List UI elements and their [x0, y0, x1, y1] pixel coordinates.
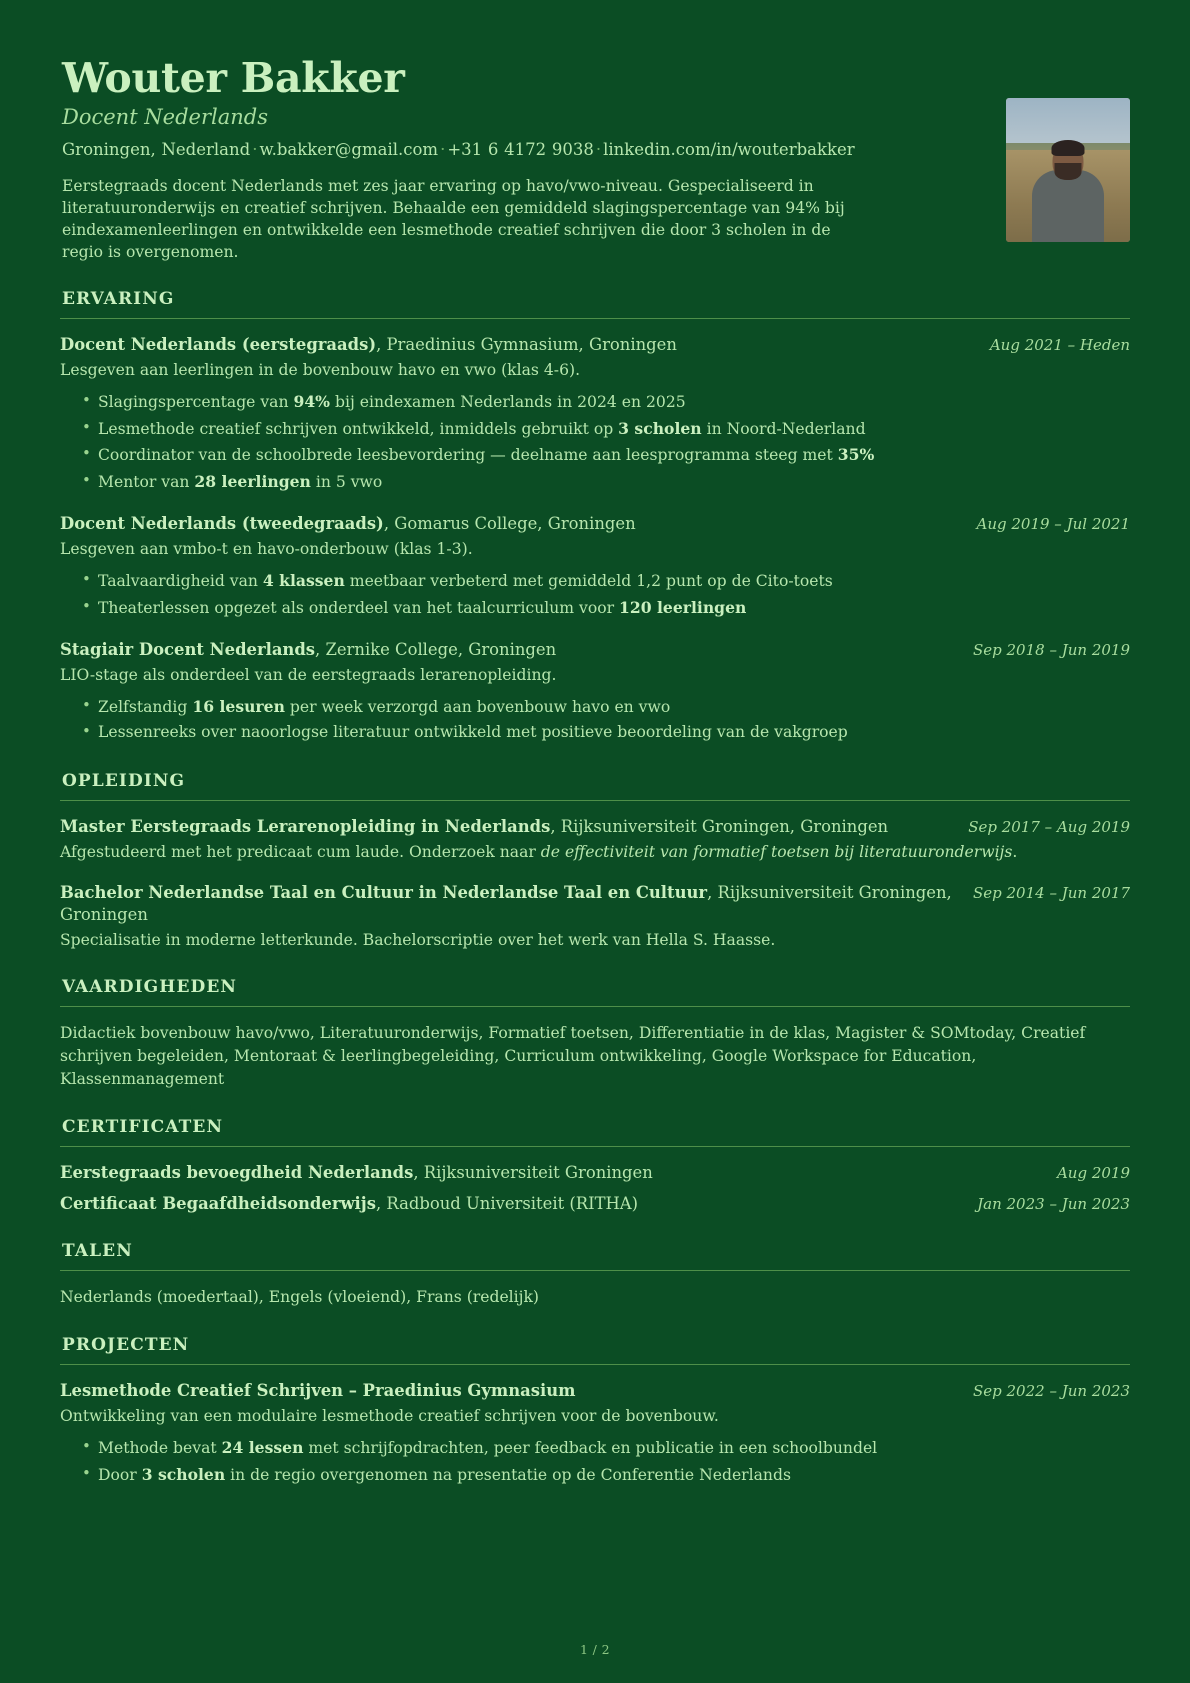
- experience-entry: [60, 513, 1130, 620]
- skills-text: Didactiek bovenbouw havo/vwo, Literatuuronderwijs, Formatief toetsen, Differentiatie in de klas, Magister & SOMtoday, Creatief schrijven begeleiden, Mentoraat & leerlingbegeleiding, Curriculum ontwikkeling, Google Workspace for Education, Klassenmanagement: [60, 1024, 1086, 1089]
- certificaten-list: [60, 1162, 1130, 1215]
- list-item: • Lessenreeks over naoorlogse literatuur ontwikkeld met positieve beoordeling van de vakgroep: [82, 721, 1130, 744]
- section-divider: [60, 1270, 1130, 1271]
- entry-description: LIO-stage als onderdeel van de eerstegraads lerarenopleiding.: [60, 665, 557, 684]
- entry-header: [60, 1380, 1130, 1402]
- highlight-value: 120 leerlingen: [619, 597, 747, 617]
- contact-linkedin[interactable]: linkedin.com/in/wouterbakker: [603, 139, 855, 159]
- experience-entry: [60, 334, 1130, 494]
- page-footer: 1 / 2: [579, 1642, 611, 1657]
- opleiding-entry-list: [60, 816, 1130, 951]
- ervaring-entry-list: [60, 334, 1130, 745]
- highlight-value: 28 leerlingen: [194, 471, 311, 491]
- entry-title: Docent Nederlands (eerstegraads), Praedinius Gymnasium, Groningen: [60, 335, 677, 355]
- entry-role: Lesmethode Creatief Schrijven – Praedinius Gymnasium: [60, 1381, 576, 1401]
- list-item: • Theaterlessen opgezet als onderdeel van het taalcurriculum voor 120 leerlingen: [82, 596, 1130, 620]
- entry-title: Master Eerstegraads Lerarenopleiding in Nederlands, Rijksuniversiteit Groningen, Groningen: [60, 816, 889, 836]
- page-title: Wouter Bakker: [62, 54, 405, 102]
- certificate-row: [60, 1193, 1130, 1215]
- list-item: • Slagingspercentage van 94% bij eindexamen Nederlands in 2024 en 2025: [82, 390, 1130, 414]
- section-title-certificaten: CERTIFICATEN: [62, 1117, 224, 1138]
- contact-location: Groningen, Nederland: [62, 139, 251, 159]
- section-opleiding: [60, 771, 1130, 951]
- section-title-opleiding: OPLEIDING: [62, 770, 186, 791]
- entry-title: Docent Nederlands (tweedegraads), Gomarus College, Groningen: [60, 514, 636, 534]
- entry-description: Afgestudeerd met het predicaat cum laude. Onderzoek naar de effectiviteit van formatief toetsen bij literatuuronderwijs.: [60, 842, 1018, 861]
- section-divider: [60, 1364, 1130, 1365]
- list-item: • Mentor van 28 leerlingen in 5 vwo: [82, 470, 1130, 494]
- list-item: • Taalvaardigheid van 4 klassen meetbaar verbeterd met gemiddeld 1,2 punt op de Cito-toets: [82, 569, 1130, 593]
- entry-header: [60, 882, 1130, 926]
- list-item: • Methode bevat 24 lessen met schrijfopdrachten, peer feedback en publicatie in een schoolbundel: [82, 1436, 1130, 1460]
- entry-role: Master Eerstegraads Lerarenopleiding in Nederlands: [60, 816, 551, 836]
- highlight-value: 35%: [837, 445, 875, 465]
- bullet-list: [60, 695, 1130, 745]
- bullet-list: [60, 569, 1130, 620]
- entry-description: Specialisatie in moderne letterkunde. Bachelorscriptie over het werk van Hella S. Haasse.: [60, 930, 776, 949]
- highlight-value: 3 scholen: [618, 418, 702, 438]
- entry-date: Sep 2022 – Jun 2023: [972, 1382, 1130, 1401]
- entry-description: Lesgeven aan leerlingen in de bovenbouw havo en vwo (klas 4-6).: [60, 361, 581, 380]
- project-entry: [60, 1380, 1130, 1487]
- section-title-ervaring: ERVARING: [62, 289, 175, 310]
- section-ervaring: [60, 289, 1130, 745]
- certificate-date: Jan 2023 – Jun 2023: [977, 1195, 1130, 1214]
- entry-header: [60, 639, 1130, 661]
- section-title-projecten: PROJECTEN: [62, 1335, 190, 1356]
- cv-header: [60, 56, 1130, 263]
- entry-role: Bachelor Nederlandse Taal en Cultuur in Nederlandse Taal en Cultuur: [60, 882, 708, 902]
- photo-person-body: [1032, 170, 1104, 242]
- profile-summary: Eerstegraads docent Nederlands met zes jaar ervaring op havo/vwo-niveau. Gespecialiseerd in literatuuronderwijs en creatief schrijven. Behaalde een gemiddeld slagingspercentage van 94% bij eindexamenleerlingen en ontwikkelde een lesmethode creatief schrijven die door 3 scholen in de regio is overgenomen.: [62, 176, 845, 262]
- section-projecten: [60, 1335, 1130, 1487]
- projecten-entry-list: [60, 1380, 1130, 1487]
- contact-separator-3: ·: [595, 139, 602, 159]
- section-title-vaardigheden: VAARDIGHEDEN: [62, 977, 238, 998]
- highlight-value: 3 scholen: [141, 1464, 226, 1484]
- entry-description: Ontwikkeling van een modulaire lesmethode creatief schrijven voor de bovenbouw.: [60, 1407, 719, 1426]
- certificate-title: Eerstegraads bevoegdheid Nederlands: [60, 1163, 414, 1183]
- job-headline: Docent Nederlands: [62, 105, 269, 130]
- thesis-title: de effectiviteit van formatief toetsen bij literatuuronderwijs: [540, 842, 1013, 861]
- section-divider: [60, 800, 1130, 801]
- certificate-row: [60, 1162, 1130, 1184]
- entry-header: [60, 816, 1130, 838]
- section-title-talen: TALEN: [62, 1241, 133, 1262]
- section-divider: [60, 1146, 1130, 1147]
- contact-phone[interactable]: +31 6 4172 9038: [447, 139, 594, 159]
- highlight-value: 4 klassen: [262, 571, 345, 591]
- contact-email[interactable]: w.bakker@gmail.com: [259, 139, 439, 159]
- entry-title: [60, 1380, 953, 1402]
- section-vaardigheden: [60, 977, 1130, 1091]
- education-entry: [60, 882, 1130, 951]
- list-item: • Coordinator van de schoolbrede leesbevordering — deelname aan leesprogramma steeg met 35%: [82, 443, 1130, 467]
- section-talen: [60, 1241, 1130, 1309]
- avatar: [1006, 98, 1130, 242]
- entry-role: Docent Nederlands (tweedegraads): [60, 514, 384, 534]
- list-item: • Door 3 scholen in de regio overgenomen na presentatie op de Conferentie Nederlands: [82, 1463, 1130, 1487]
- section-certificaten: [60, 1117, 1130, 1215]
- entry-date: Sep 2014 – Jun 2017: [972, 883, 1130, 902]
- list-item: • Zelfstandig 16 lesuren per week verzorgd aan bovenbouw havo en vwo: [82, 695, 1130, 719]
- highlight-value: 24 lessen: [221, 1438, 304, 1458]
- bullet-list: [60, 390, 1130, 494]
- entry-date: Aug 2019 – Jul 2021: [976, 515, 1130, 534]
- certificate-date: Aug 2019: [1056, 1164, 1130, 1183]
- list-item: • Lesmethode creatief schrijven ontwikkeld, inmiddels gebruikt op 3 scholen in Noord-Nederland: [82, 417, 1130, 441]
- entry-date: Aug 2021 – Heden: [989, 336, 1130, 355]
- entry-header: [60, 334, 1130, 356]
- highlight-value: 16 lesuren: [192, 697, 285, 717]
- bullet-list: [60, 1436, 1130, 1487]
- photo-person-hair: [1052, 140, 1085, 156]
- certificate-title: Certificaat Begaafdheidsonderwijs: [60, 1194, 376, 1214]
- entry-title: Bachelor Nederlandse Taal en Cultuur in Nederlandse Taal en Cultuur, Rijksuniversiteit Groningen, Groningen: [60, 882, 952, 924]
- photo-person-beard: [1055, 163, 1082, 180]
- contact-separator-2: ·: [440, 139, 446, 159]
- entry-date: Sep 2018 – Jun 2019: [972, 640, 1130, 659]
- entry-description: Lesgeven aan vmbo-t en havo-onderbouw (klas 1-3).: [60, 540, 473, 559]
- entry-date: Sep 2017 – Aug 2019: [968, 817, 1130, 836]
- contact-separator-1: ·: [252, 139, 258, 159]
- entry-title: Stagiair Docent Nederlands, Zernike College, Groningen: [60, 639, 557, 659]
- experience-entry: [60, 639, 1130, 745]
- languages-text: Nederlands (moedertaal), Engels (vloeiend), Frans (redelijk): [60, 1288, 540, 1307]
- section-divider: [60, 318, 1130, 319]
- education-entry: [60, 816, 1130, 863]
- entry-role: Stagiair Docent Nederlands: [60, 639, 316, 659]
- highlight-value: 94%: [293, 392, 331, 412]
- entry-role: Docent Nederlands (eerstegraads): [60, 335, 377, 355]
- certificate-name: Certificaat Begaafdheidsonderwijs, Radboud Universiteit (RITHA): [60, 1194, 639, 1214]
- contact-line: [62, 139, 982, 161]
- section-divider: [60, 1006, 1130, 1007]
- entry-header: [60, 513, 1130, 535]
- certificate-name: Eerstegraads bevoegdheid Nederlands, Rijksuniversiteit Groningen: [60, 1163, 653, 1183]
- header-text-block: [60, 56, 982, 263]
